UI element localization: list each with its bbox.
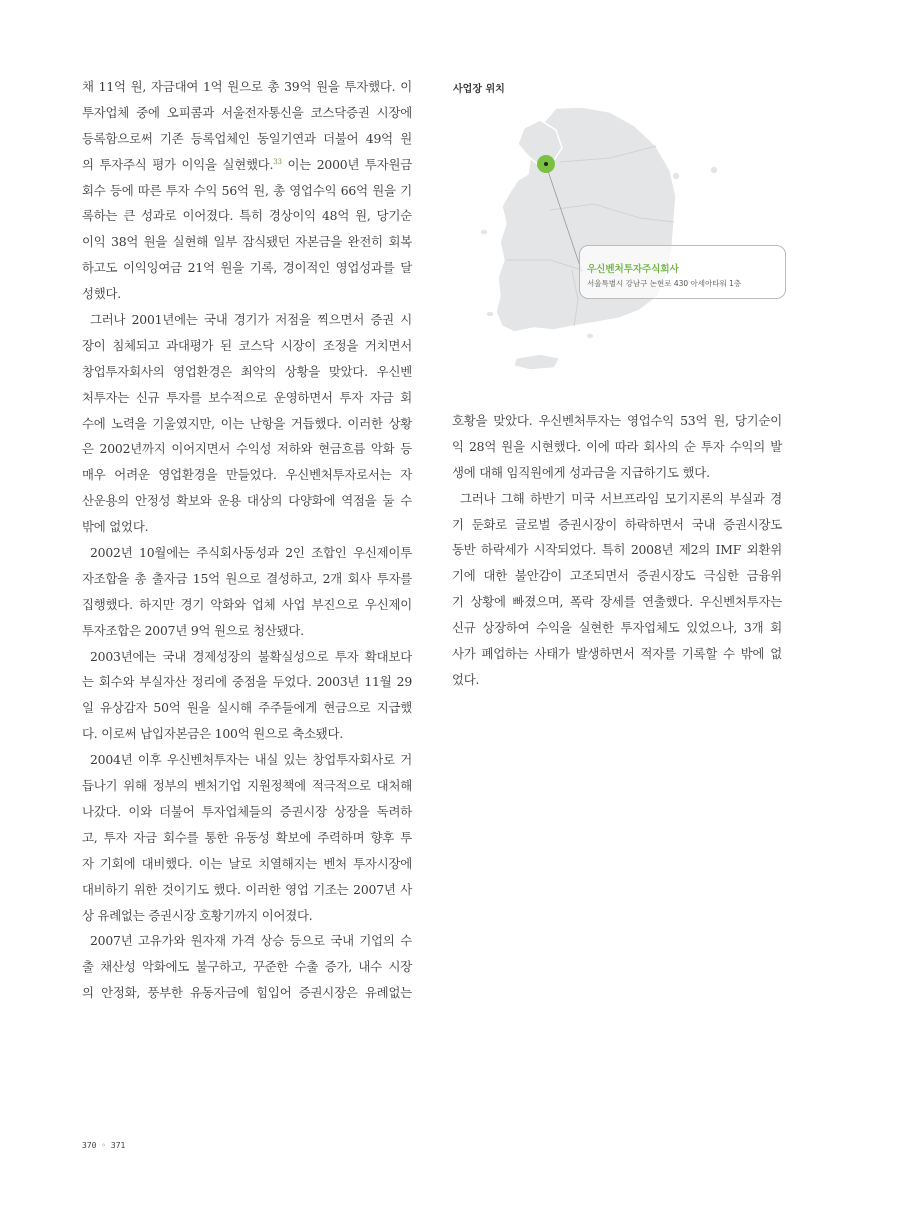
line-text: 그러나 그해 하반기 미국 서브프라임 모기지론의 부실과 경	[460, 490, 782, 506]
location-dot	[544, 162, 548, 166]
text-line	[82, 255, 412, 281]
text-line	[82, 411, 412, 437]
text-line	[82, 203, 412, 229]
text-line	[82, 721, 412, 747]
text-line	[82, 307, 412, 333]
line-text: 산운용의 안정성 확보와 운용 대상의 다양화에 역점을 둘 수	[82, 493, 412, 509]
text-line	[452, 563, 782, 589]
island-south	[586, 333, 594, 339]
text-line	[82, 333, 412, 359]
line-text: 기 상황에 빠졌으며, 폭락 장세를 연출했다. 우신벤처투자는	[452, 594, 782, 610]
line-text: 출 채산성 악화에도 불구하고, 꾸준한 수출 증가, 내수 시장	[82, 959, 412, 975]
line-text: 생에 대해 임직원에게 성과금을 지급하기도 했다.	[452, 464, 710, 480]
text-line	[82, 618, 412, 644]
line-text: 호황을 맞았다. 우신벤처투자는 영업수익 53억 원, 당기순이	[452, 413, 782, 428]
line-text: 2007년 고유가와 원자재 가격 상승 등으로 국내 기업의 수	[90, 933, 412, 949]
line-text: 신규 상장하여 수익을 실현한 투자업체도 있었으나, 3개 회	[452, 620, 782, 636]
line-text: 대비하기 위한 것이기도 했다. 이러한 영업 기조는 2007년 사	[82, 881, 412, 897]
line-text: 매우 어려운 영업환경을 만들었다. 우신벤처투자로서는 자	[82, 467, 412, 483]
line-text: 집행했다. 하지만 경기 악화와 업체 사업 부진으로 우신제이	[82, 596, 412, 612]
jeju-island	[514, 354, 560, 370]
island-east	[672, 172, 680, 180]
text-line	[82, 100, 412, 126]
text-line	[82, 74, 412, 100]
text-line	[82, 514, 412, 540]
line-text: 투자조합은 2007년 9억 원으로 청산됐다.	[82, 622, 304, 638]
line-text: 는 회수와 부실자산 정리에 중점을 두었다. 2003년 11월 29	[82, 674, 412, 690]
text-line	[452, 408, 782, 434]
text-line	[82, 928, 412, 954]
text-line	[82, 359, 412, 385]
line-text: 자 기회에 대비했다. 이는 날로 치열해지는 벤처 투자시장에	[82, 855, 412, 871]
text-line	[452, 486, 782, 512]
text-line	[82, 980, 412, 1006]
island-ne	[710, 166, 718, 174]
line-text: 록하는 큰 성과로 이어졌다. 특히 경상이익 48억 원, 당기순	[82, 208, 412, 224]
line-text: 등록함으로써 기존 등록업체인 동일기연과 더불어 49억 원	[82, 130, 412, 146]
line-text: 기 둔화로 글로벌 증권시장이 하락하면서 국내 증권시장도	[452, 516, 782, 532]
text-line	[452, 512, 782, 538]
line-text: 다. 이로써 납입자본금은 100억 원으로 축소됐다.	[82, 726, 344, 742]
text-line	[452, 434, 782, 460]
line-text: 듭나기 위해 정부의 벤처기업 지원정책에 적극적으로 대처해	[82, 778, 412, 794]
text-line	[452, 460, 782, 486]
text-line	[82, 773, 412, 799]
text-line	[82, 825, 412, 851]
line-text: 나갔다. 이와 더불어 투자업체들의 증권시장 상장을 독려하	[82, 803, 412, 819]
line-text: 성했다.	[82, 286, 122, 302]
line-text: 의 안정화, 풍부한 유동자금에 힘입어 증권시장은 유례없는	[82, 985, 412, 1001]
island-west	[480, 229, 488, 235]
line-text: 자조합을 총 출자금 15억 원으로 결성하고, 2개 회사 투자를	[82, 570, 412, 586]
text-line	[82, 644, 412, 670]
text-line	[82, 436, 412, 462]
text-line	[82, 954, 412, 980]
text-line	[82, 851, 412, 877]
text-line	[452, 667, 782, 693]
text-line	[82, 592, 412, 618]
line-text: 고, 투자 자금 회수를 통한 유동성 확보에 주력하며 향후 투	[82, 829, 412, 845]
line-text: 장이 침체되고 과대평가 된 코스닥 시장이 조정을 거치면서	[82, 337, 412, 353]
left-text-column	[82, 74, 412, 1006]
island-sw	[486, 311, 494, 317]
line-text: 의 투자주식 평가 이익을 실현했다.	[82, 156, 274, 172]
line-text: 채 11억 원, 자금대여 1억 원으로 총 39억 원을 투자했다. 이	[82, 79, 412, 94]
line-text-after: 이는 2000년 투자원금	[281, 156, 412, 172]
text-line	[82, 695, 412, 721]
line-text: 창업투자회사의 영업환경은 최악의 상황을 맞았다. 우신벤	[82, 363, 412, 379]
line-text: 투자업체 중에 오피콤과 서울전자통신을 코스닥증권 시장에	[82, 104, 412, 120]
line-text: 밖에 없었다.	[82, 519, 149, 535]
text-line	[82, 799, 412, 825]
line-text: 일 유상감자 50억 원을 실시해 주주들에게 현금으로 지급했	[82, 700, 412, 716]
text-line	[82, 462, 412, 488]
line-text: 그러나 2001년에는 국내 경기가 저점을 찍으면서 증권 시	[90, 312, 412, 328]
text-line	[82, 488, 412, 514]
line-text: 동반 하락세가 시작되었다. 특히 2008년 제2의 IMF 외환위	[452, 542, 782, 558]
text-line	[82, 229, 412, 255]
line-text: 사가 폐업하는 사태가 발생하면서 적자를 기록할 수 밖에 없	[452, 646, 782, 662]
text-line	[452, 589, 782, 615]
text-line	[452, 615, 782, 641]
korea-map-graphic	[470, 100, 790, 385]
text-line	[82, 152, 412, 178]
map-callout	[579, 245, 786, 299]
line-text: 2003년에는 국내 경제성장의 불확실성으로 투자 확대보다	[90, 648, 412, 664]
text-line	[82, 903, 412, 929]
text-line	[82, 385, 412, 411]
text-line	[82, 669, 412, 695]
line-text: 기에 대한 불안감이 고조되면서 증권시장도 극심한 금융위	[452, 568, 782, 584]
line-text: 처투자는 신규 투자를 보수적으로 운영하면서 투자 자금 회	[82, 389, 412, 405]
line-text: 하고도 이익잉여금 21억 원을 기록, 경이적인 영업성과를 달	[82, 260, 412, 276]
map-title: 사업장 위치	[453, 84, 505, 95]
footnote-marker: 33	[273, 157, 282, 166]
company-name: 우신벤처투자주식회사	[587, 264, 679, 275]
text-line	[452, 641, 782, 667]
text-line	[82, 126, 412, 152]
location-map	[470, 100, 790, 385]
line-text: 은 2002년까지 이어지면서 수익성 저하와 현금흐름 악화 등	[82, 441, 412, 457]
line-text: 익 28억 원을 시현했다. 이에 따라 회사의 순 투자 수익의 발	[452, 438, 782, 454]
text-line	[82, 566, 412, 592]
line-text: 2002년 10월에는 주식회사동성과 2인 조합인 우신제이투	[90, 545, 412, 561]
text-line	[452, 537, 782, 563]
line-text: 2004년 이후 우신벤처투자는 내실 있는 창업투자회사로 거	[90, 752, 412, 768]
text-line	[82, 178, 412, 204]
line-text: 이익 38억 원을 실현해 일부 잠식됐던 자본금을 완전히 회복	[82, 234, 412, 250]
text-line	[82, 281, 412, 307]
line-text: 회수 등에 따른 투자 수익 56억 원, 총 영업수익 66억 원을 기	[82, 182, 412, 198]
line-text: 었다.	[452, 671, 480, 687]
page-number: 370 ◦ 371	[82, 1141, 126, 1150]
line-text: 수에 노력을 기울였지만, 이는 난항을 거듭했다. 이러한 상황	[82, 415, 412, 431]
right-text-column	[452, 408, 782, 693]
text-line	[82, 747, 412, 773]
text-line	[82, 877, 412, 903]
company-address: 서울특별시 강남구 논현로 430 아세아타워 1층	[587, 279, 742, 288]
line-text: 상 유례없는 증권시장 호황기까지 이어졌다.	[82, 907, 313, 923]
text-line	[82, 540, 412, 566]
